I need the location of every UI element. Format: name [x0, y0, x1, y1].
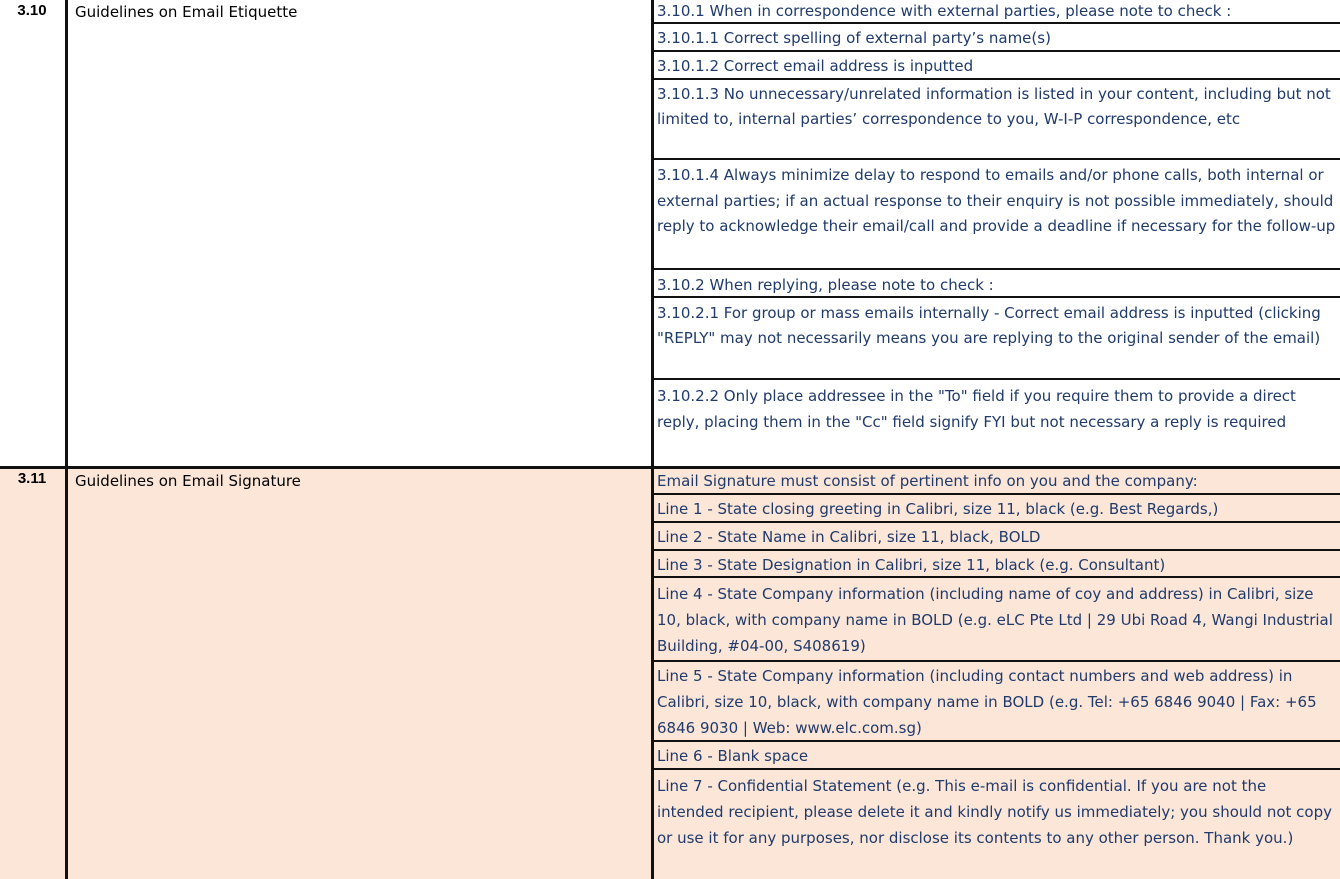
guideline-item: 3.10.2.2 Only place addressee in the "To" field if you require them to provide a direct reply, placing them in the "Cc" field signify FYI but not necessary a reply is required	[657, 387, 1296, 431]
guideline-item: 3.10.1.4 Always minimize delay to respond to emails and/or phone calls, both internal or external parties; if an actual response to their enquiry is not possible immediately, should reply to acknowledge their email/call and provide a deadline if necessary for the follow-up	[654, 160, 1340, 270]
signature-item: Line 2 - State Name in Calibri, size 11, black, BOLD	[654, 523, 1340, 551]
section-number: 3.10	[17, 2, 47, 19]
guideline-item: 3.10.1.2 Correct email address is inputted	[654, 52, 1340, 80]
section-number-cell	[0, 469, 68, 879]
guideline-item: 3.10.2.1 For group or mass emails internally - Correct email address is inputted (clicking "REPLY" may not necessarily means you are replying to the original sender of the email)	[654, 298, 1340, 380]
section-title: Guidelines on Email Etiquette	[75, 3, 298, 21]
guideline-item: 3.10.2 When replying, please note to check :	[654, 270, 1340, 298]
guideline-item: 3.10.1.1 Correct spelling of external party’s name(s)	[654, 24, 1340, 52]
section-items	[654, 0, 1340, 466]
section-items	[654, 469, 1340, 879]
signature-item: Email Signature must consist of pertinent info on you and the company:	[654, 469, 1340, 495]
section-3-11	[0, 466, 1340, 879]
section-title-cell	[68, 469, 654, 879]
guideline-item: 3.10.1 When in correspondence with external parties, please note to check :	[654, 0, 1340, 24]
section-title: Guidelines on Email Signature	[75, 472, 301, 490]
signature-item: Line 4 - State Company information (including name of coy and address) in Calibri, size 10, black, with company name in BOLD (e.g. eLC Pte Ltd | 29 Ubi Road 4, Wangi Industrial Building, #04-00, S408619)	[654, 578, 1340, 662]
section-title-cell	[68, 0, 654, 466]
signature-item: Line 3 - State Designation in Calibri, size 11, black (e.g. Consultant)	[654, 551, 1340, 578]
guideline-item: 3.10.1.3 No unnecessary/unrelated information is listed in your content, including but not limited to, internal parties’ correspondence to you, W-I-P correspondence, etc	[654, 80, 1340, 160]
signature-item: Line 7 - Confidential Statement (e.g. This e-mail is confidential. If you are not the intended recipient, please delete it and kindly notify us immediately; you should not copy or use it for any purposes, nor disclose its contents to any other person. Thank you.)	[657, 777, 1333, 847]
signature-item: Line 1 - State closing greeting in Calibri, size 11, black (e.g. Best Regards,)	[654, 495, 1340, 523]
section-number: 3.11	[17, 470, 47, 487]
signature-item: Line 6 - Blank space	[654, 742, 1340, 770]
signature-item: Line 5 - State Company information (including contact numbers and web address) in Calibri, size 10, black, with company name in BOLD (e.g. Tel: +65 6846 9040 | Fax: +65 6846 9030 | Web: www.elc.com.sg)	[654, 662, 1340, 742]
section-number-cell	[0, 0, 68, 466]
